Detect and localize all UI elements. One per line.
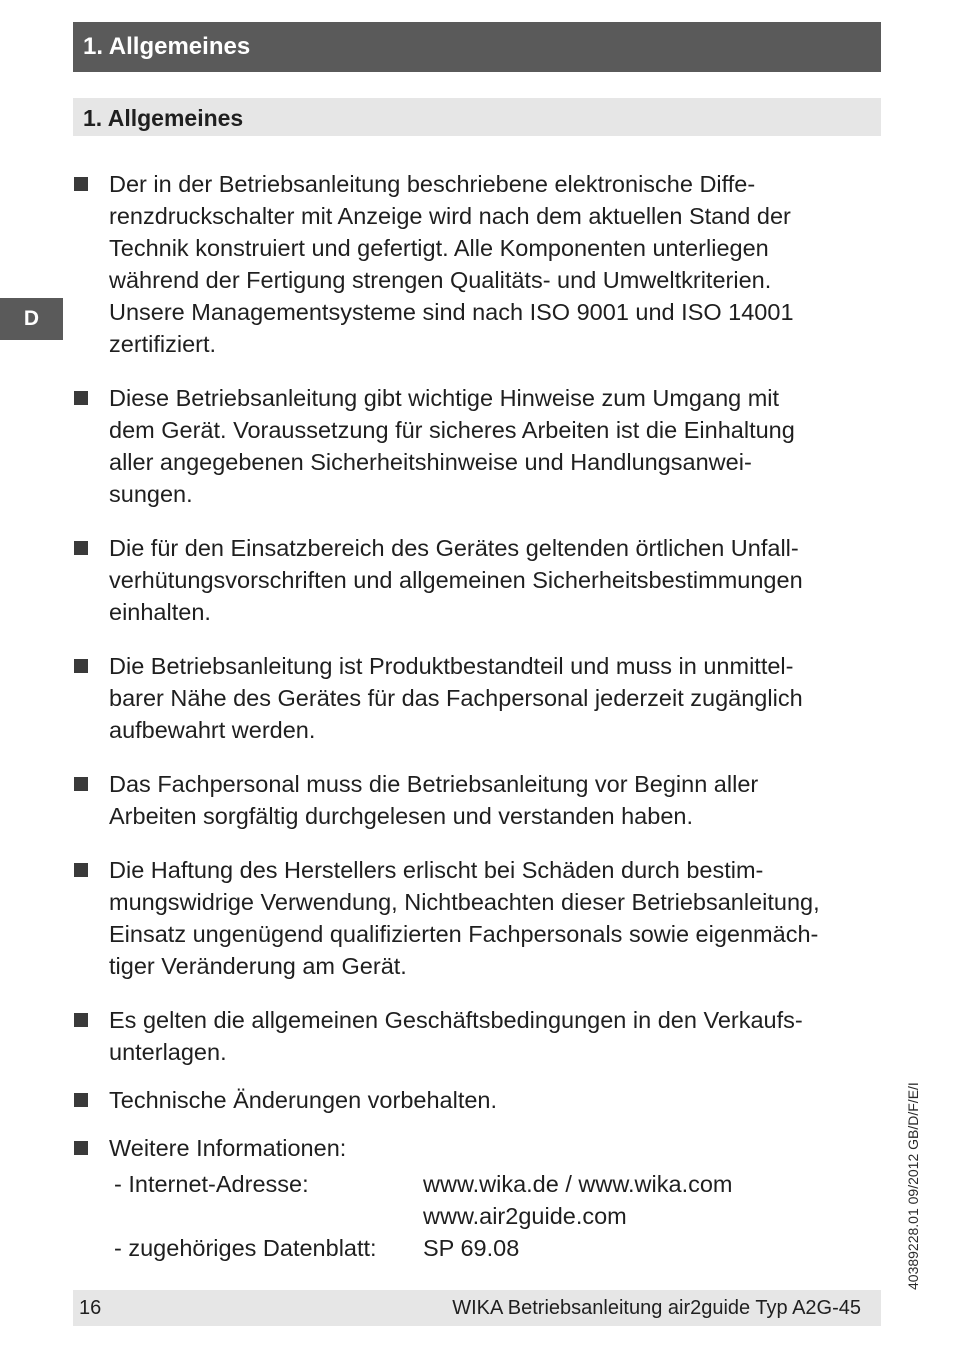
table-row [109, 1200, 733, 1232]
section-title: 1. Allgemeines [83, 105, 244, 131]
page-number: 16 [79, 1296, 102, 1319]
internet-label: - Internet-Adresse: [114, 1171, 309, 1197]
empty-cell [109, 1200, 423, 1232]
internet-value: www.wika.de / www.wika.com [423, 1171, 733, 1197]
bullet-square-icon [74, 541, 88, 555]
bullet-list [73, 168, 883, 1264]
document-code: 40389228.01 09/2012 GB/D/F/E/I [905, 1082, 921, 1290]
list-item [73, 382, 883, 510]
bullet-square-icon [74, 863, 88, 877]
bullet-square-icon [74, 659, 88, 673]
bullet-square-icon [74, 1141, 88, 1155]
list-item [73, 1004, 883, 1068]
bullet-text: Es gelten die allgemeinen Geschäftsbedingungen in den Verkaufs- unterlagen. [109, 1007, 803, 1065]
bullet-text: Weitere Informationen: [109, 1135, 347, 1161]
bullet-square-icon [74, 777, 88, 791]
bullet-text: Die für den Einsatzbereich des Gerätes geltenden örtlichen Unfall- verhütungsvorschriften und allgemeinen Sicherheitsbestimmungen einhalten. [109, 535, 803, 625]
list-item [73, 1084, 883, 1116]
datasheet-value: SP 69.08 [423, 1235, 520, 1261]
datasheet-label: - zugehöriges Datenblatt: [114, 1235, 377, 1261]
list-item [73, 168, 883, 360]
list-item [73, 1132, 883, 1264]
list-item [73, 650, 883, 746]
section-header [73, 98, 881, 136]
bullet-square-icon [74, 177, 88, 191]
bullet-square-icon [74, 391, 88, 405]
footer-document-title: WIKA Betriebsanleitung air2guide Typ A2G-45 [452, 1296, 861, 1319]
list-item [73, 768, 883, 832]
bullet-square-icon [74, 1013, 88, 1027]
table-row [109, 1232, 733, 1264]
list-item [73, 532, 883, 628]
bullet-square-icon [74, 1093, 88, 1107]
bullet-text: Diese Betriebsanleitung gibt wichtige Hinweise zum Umgang mit dem Gerät. Voraussetzung für sicheres Arbeiten ist die Einhaltung aller angegebenen Sicherheitshinweise und Handlungsanwei- sungen. [109, 385, 795, 507]
chapter-title: 1. Allgemeines [83, 33, 251, 60]
list-item [73, 854, 883, 982]
bullet-text: Die Haftung des Herstellers erlischt bei Schäden durch bestim- mungswidrige Verwendung, Nichtbeachten dieser Betriebsanleitung, Einsatz ungenügend qualifizierten Fachpersonals sowie eigenmäch- tiger Veränderung am Gerät. [109, 857, 820, 979]
table-row [109, 1168, 733, 1200]
page-footer [73, 1290, 881, 1326]
bullet-text: Technische Änderungen vorbehalten. [109, 1087, 498, 1113]
bullet-text: Das Fachpersonal muss die Betriebsanleitung vor Beginn aller Arbeiten sorgfältig durchgelesen und verstanden haben. [109, 771, 759, 829]
chapter-header [73, 22, 881, 72]
language-tab: D [0, 298, 63, 340]
bullet-text: Die Betriebsanleitung ist Produktbestandteil und muss in unmittel- barer Nähe des Gerätes für das Fachpersonal jederzeit zugänglich aufbewahrt werden. [109, 653, 803, 743]
info-table [109, 1168, 733, 1264]
bullet-text: Der in der Betriebsanleitung beschriebene elektronische Diffe- renzdruckschalter mit Anzeige wird nach dem aktuellen Stand der Technik konstruiert und gefertigt. Alle Komponenten unterliegen während der Fertigung strengen Qualitäts- und Umweltkriterien. Unsere Managementsysteme sind nach ISO 9001 und ISO 14001 zertifiziert. [109, 171, 794, 357]
internet-value-secondary: www.air2guide.com [423, 1203, 627, 1229]
